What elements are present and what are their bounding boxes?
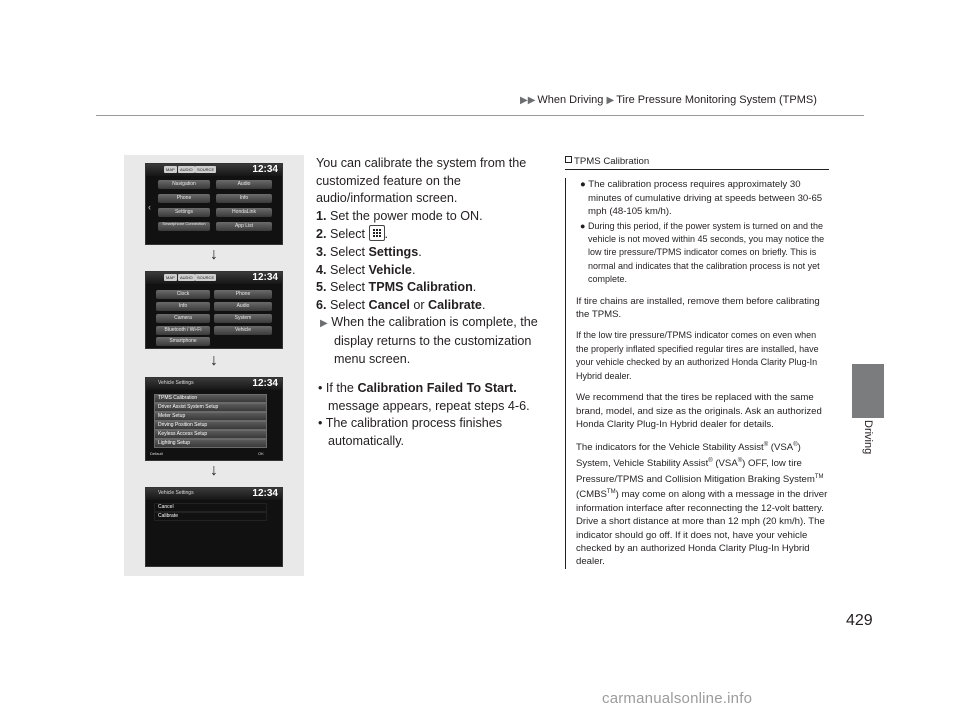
system-button[interactable]: System <box>214 314 272 323</box>
watermark: carmanualsonline.info <box>602 690 753 707</box>
clock-button[interactable]: Clock <box>156 290 210 299</box>
instructions <box>316 155 554 451</box>
down-arrow-icon: ↓ <box>210 352 218 369</box>
note-box-icon <box>565 156 572 163</box>
vehicle-button[interactable]: Vehicle <box>214 326 272 335</box>
note-paragraph-4: The indicators for the Vehicle Stability Assist® (VSA®) System, Vehicle Stability Assist® (VSA®) OFF, low tire Pressure/TPMS and Collision Mitigation Braking System™ (CMBS™) may come on along with a message in the driver information interface after reconnecting the 12-volt battery. Drive a short distance at more than 12 mph (20 km/h). The indicator should go off. If it does not, have your vehicle checked by an authorized Honda Clarity Plug-In Hybrid dealer. <box>576 442 828 568</box>
screen-top-bar <box>146 378 282 390</box>
audio-pill: AUDIO <box>180 167 193 172</box>
note-bullet-2: ● During this period, if the power system is turned on and the vehicle is not moved within 45 seconds, you may notice the low tire pressure/TPMS indicator comes on briefly. This is normal and indicates that the calibration process is not yet complete. <box>580 220 825 285</box>
default-button[interactable]: Default <box>150 451 163 456</box>
bluetooth-wifi-button[interactable]: Bluetooth / Wi-Fi <box>156 326 210 335</box>
source-pill: SOURCE <box>197 275 215 280</box>
step-2: 2. Select . <box>316 227 389 242</box>
hondalink-button[interactable]: HondaLink <box>216 208 272 217</box>
down-arrow-icon: ↓ <box>210 462 218 479</box>
map-pill: MAP <box>166 167 175 172</box>
screen-title: Vehicle Settings <box>158 490 194 496</box>
bullet-2: • The calibration process finishes automatically. <box>318 416 503 448</box>
navigation-button[interactable]: Navigation <box>158 180 210 189</box>
step-1: 1. Set the power mode to ON. <box>316 208 483 223</box>
breadcrumb-item-2: Tire Pressure Monitoring System (TPMS) <box>616 94 817 106</box>
clock: 12:34 <box>252 488 278 499</box>
breadcrumb-arrow-icon: ▶▶ <box>520 95 536 106</box>
info-button[interactable]: Info <box>216 194 272 203</box>
breadcrumb-arrow-icon: ▶ <box>606 95 615 106</box>
vehicle-settings-screen <box>145 377 283 461</box>
source-pill: SOURCE <box>197 167 215 172</box>
phone-button[interactable]: Phone <box>214 290 272 299</box>
note-bullet-1: ● The calibration process requires approximately 30 minutes of cumulative driving at speeds between 30-65 mph (48-105 km/h). <box>580 179 823 218</box>
smartphone-connection-button[interactable]: Smartphone Connection <box>158 222 210 231</box>
home-screen <box>145 163 283 245</box>
chevron-left-icon: ‹ <box>148 202 151 212</box>
smartphone-button[interactable]: Smartphone <box>156 337 210 346</box>
audio-button[interactable]: Audio <box>216 180 272 189</box>
notes-body <box>565 178 829 568</box>
screen-top-bar <box>146 164 282 176</box>
step-6: 6. Select Cancel or Calibrate. <box>316 297 486 312</box>
note-paragraph-1: If tire chains are installed, remove them before calibrating the TPMS. <box>576 295 820 321</box>
bullet-1: • If the Calibration Failed To Start. message appears, repeat steps 4-6. <box>318 381 530 413</box>
screen-top-bar <box>146 272 282 284</box>
screens-figure <box>124 155 304 576</box>
step-3: 3. Select Settings. <box>316 244 422 259</box>
phone-button[interactable]: Phone <box>158 194 210 203</box>
menu-item-lighting-setup[interactable]: Lighting Setup <box>154 439 267 448</box>
audio-button[interactable]: Audio <box>214 302 272 311</box>
settings-screen <box>145 271 283 349</box>
notes-heading: TPMS Calibration <box>565 155 829 170</box>
step-5: 5. Select TPMS Calibration. <box>316 280 477 295</box>
audio-pill: AUDIO <box>180 275 193 280</box>
breadcrumb <box>520 94 817 106</box>
ok-button[interactable]: OK <box>258 451 264 456</box>
note-paragraph-3: We recommend that the tires be replaced with the same brand, model, and size as the originals. Ask an authorized Honda Clarity Plug-In Hybrid dealer for details. <box>576 392 822 430</box>
calibrate-option[interactable]: Calibrate <box>154 512 267 521</box>
chapter-label: Driving <box>862 420 874 455</box>
screen-top-bar <box>146 488 282 500</box>
down-arrow-icon: ↓ <box>210 246 218 263</box>
arrow-icon: ▶ <box>320 318 328 330</box>
app-list-button[interactable]: App List <box>216 222 272 231</box>
camera-button[interactable]: Camera <box>156 314 210 323</box>
menu-item-meter-setup[interactable]: Meter Setup <box>154 412 267 421</box>
menu-item-driver-assist[interactable]: Driver Assist System Setup <box>154 403 267 412</box>
menu-item-keyless-access[interactable]: Keyless Access Setup <box>154 430 267 439</box>
menu-item-tpms-calibration[interactable]: TPMS Calibration <box>154 394 267 403</box>
step-4: 4. Select Vehicle. <box>316 262 416 277</box>
settings-button[interactable]: Settings <box>158 208 210 217</box>
menu-item-driving-position[interactable]: Driving Position Setup <box>154 421 267 430</box>
clock: 12:34 <box>252 164 278 175</box>
home-icon <box>369 225 385 241</box>
sub-step: ▶ When the calibration is complete, the display returns to the customization menu screen. <box>320 315 538 366</box>
info-button[interactable]: Info <box>156 302 210 311</box>
breadcrumb-item-1: When Driving <box>537 94 604 106</box>
map-pill: MAP <box>166 275 175 280</box>
screen-title: Vehicle Settings <box>158 380 194 386</box>
calibrate-screen <box>145 487 283 567</box>
chapter-tab <box>852 364 884 418</box>
page-number: 429 <box>846 612 873 629</box>
note-paragraph-2: If the low tire pressure/TPMS indicator comes on even when the properly inflated specified regular tires are installed, have your vehicle checked by an authorized Honda Clarity Plug-In Hybrid dealer. <box>576 330 819 381</box>
cancel-option[interactable]: Cancel <box>154 503 267 512</box>
clock: 12:34 <box>252 272 278 283</box>
header-rule <box>96 115 864 116</box>
intro-text: You can calibrate the system from the customized feature on the audio/information screen. <box>316 156 527 206</box>
clock: 12:34 <box>252 378 278 389</box>
notes-panel <box>565 155 829 569</box>
